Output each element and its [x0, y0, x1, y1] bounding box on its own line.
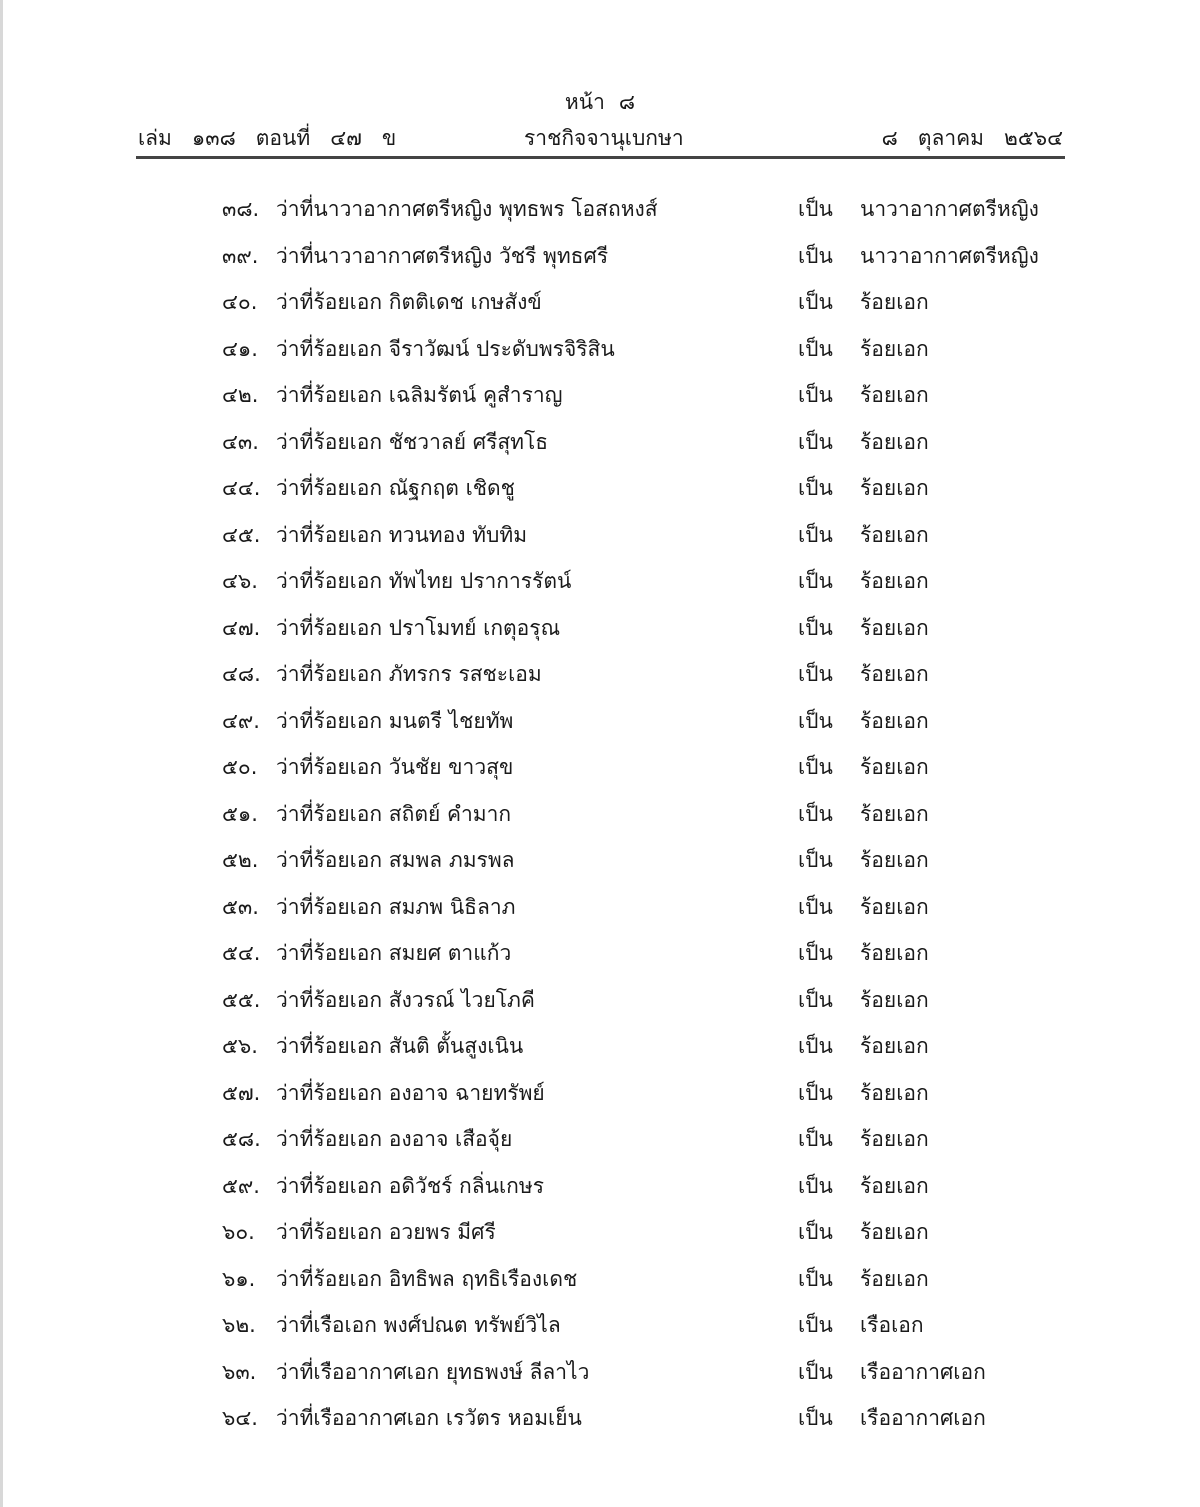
- entry-rank: ร้อยเอก: [860, 941, 929, 965]
- volume-number: ๑๓๘: [191, 126, 236, 150]
- entry-verb: เป็น: [798, 243, 833, 268]
- entry-verb: เป็น: [798, 569, 833, 593]
- entry-rank: ร้อยเอก: [860, 1080, 929, 1105]
- entry-verb: เป็น: [798, 662, 833, 686]
- entry-verb: เป็น: [798, 848, 833, 872]
- entry-name: ว่าที่ร้อยเอก ภัทรกร รสชะเอม: [276, 662, 542, 686]
- entry-number: ๔๑.: [222, 336, 258, 361]
- list-item: [0, 333, 1200, 380]
- section-label: ตอนที่: [255, 126, 311, 150]
- entry-number: ๕๔.: [222, 941, 261, 965]
- entry-number: ๕๕.: [222, 987, 261, 1012]
- list-item: [0, 472, 1200, 519]
- entry-name: ว่าที่นาวาอากาศตรีหญิง พุทธพร โอสถหงส์: [276, 197, 658, 221]
- entry-verb: เป็น: [798, 755, 833, 779]
- list-item: [0, 844, 1200, 891]
- list-item: [0, 1309, 1200, 1356]
- page-number: [0, 86, 1200, 119]
- volume-label: เล่ม: [138, 126, 172, 150]
- entry-number: ๔๘.: [222, 662, 261, 686]
- entry-number: ๖๑.: [222, 1266, 256, 1291]
- entry-name: ว่าที่ร้อยเอก องอาจ ฉายทรัพย์: [276, 1080, 545, 1105]
- entry-rank: เรืออากาศเอก: [860, 1359, 986, 1384]
- entry-rank: ร้อยเอก: [860, 290, 929, 314]
- list-item: [0, 519, 1200, 566]
- entry-verb: เป็น: [798, 429, 833, 454]
- entry-number: ๔๖.: [222, 569, 258, 593]
- entry-rank: ร้อยเอก: [860, 801, 929, 826]
- entry-verb: เป็น: [798, 615, 833, 640]
- entry-name: ว่าที่นาวาอากาศตรีหญิง วัชรี พุทธศรี: [276, 243, 609, 268]
- entry-rank: ร้อยเอก: [860, 987, 929, 1012]
- entry-number: ๔๙.: [222, 708, 260, 733]
- entry-verb: เป็น: [798, 383, 833, 407]
- entry-number: ๔๗.: [222, 615, 261, 640]
- entry-rank: ร้อยเอก: [860, 708, 929, 733]
- list-item: [0, 658, 1200, 705]
- list-item: [0, 1170, 1200, 1217]
- entry-verb: เป็น: [798, 1313, 833, 1337]
- entry-rank: ร้อยเอก: [860, 429, 929, 454]
- entry-rank: ร้อยเอก: [860, 1220, 929, 1244]
- entry-name: ว่าที่ร้อยเอก อวยพร มีศรี: [276, 1220, 496, 1244]
- entry-name: ว่าที่ร้อยเอก สมภพ นิธิลาภ: [276, 894, 516, 919]
- list-item: [0, 1402, 1200, 1449]
- entry-number: ๔๓.: [222, 429, 259, 454]
- entry-number: ๔๔.: [222, 476, 261, 500]
- entry-number: ๕๐.: [222, 755, 258, 779]
- entry-rank: ร้อยเอก: [860, 1173, 929, 1198]
- entry-number: ๕๙.: [222, 1173, 260, 1198]
- entry-number: ๓๘.: [222, 197, 260, 221]
- list-item: [0, 286, 1200, 333]
- list-item: [0, 1030, 1200, 1077]
- entry-rank: ร้อยเอก: [860, 615, 929, 640]
- entry-number: ๖๒.: [222, 1313, 256, 1337]
- entry-number: ๔๕.: [222, 522, 261, 547]
- entry-verb: เป็น: [798, 476, 833, 500]
- volume-info: [138, 122, 396, 155]
- entry-verb: เป็น: [798, 987, 833, 1012]
- entry-rank: ร้อยเอก: [860, 755, 929, 779]
- list-item: [0, 705, 1200, 752]
- entry-name: ว่าที่ร้อยเอก อดิวัชร์ กลิ่นเกษร: [276, 1173, 545, 1198]
- entry-rank: ร้อยเอก: [860, 569, 929, 593]
- entry-name: ว่าที่ร้อยเอก สถิตย์ คำมาก: [276, 801, 512, 826]
- entry-number: ๕๓.: [222, 894, 259, 919]
- page-number-label: หน้า: [564, 90, 605, 114]
- entry-rank: ร้อยเอก: [860, 336, 929, 361]
- entry-name: ว่าที่ร้อยเอก สมพล ภมรพล: [276, 848, 515, 872]
- list-item: [0, 937, 1200, 984]
- entry-verb: เป็น: [798, 894, 833, 919]
- entry-verb: เป็น: [798, 1034, 833, 1058]
- date-day: ๘: [881, 126, 898, 150]
- entry-number: ๕๘.: [222, 1127, 261, 1151]
- entry-rank: ร้อยเอก: [860, 383, 929, 407]
- entry-number: ๔๐.: [222, 290, 258, 314]
- entry-rank: เรืออากาศเอก: [860, 1406, 986, 1430]
- entry-name: ว่าที่ร้อยเอก เฉลิมรัตน์ คูสำราญ: [276, 383, 563, 407]
- entry-name: ว่าที่ร้อยเอก สันติ ตั้นสูงเนิน: [276, 1034, 524, 1058]
- list-item: [0, 984, 1200, 1031]
- entry-verb: เป็น: [798, 1220, 833, 1244]
- entry-rank: ร้อยเอก: [860, 1034, 929, 1058]
- publication-date: [882, 122, 1063, 155]
- entry-name: ว่าที่เรืออากาศเอก เรวัตร หอมเย็น: [276, 1406, 582, 1430]
- entry-verb: เป็น: [798, 1080, 833, 1105]
- entry-name: ว่าที่ร้อยเอก ชัชวาลย์ ศรีสุทโธ: [276, 429, 549, 454]
- entry-rank: ร้อยเอก: [860, 476, 929, 500]
- entry-rank: ร้อยเอก: [860, 894, 929, 919]
- entry-verb: เป็น: [798, 197, 833, 221]
- list-item: [0, 379, 1200, 426]
- entry-rank: ร้อยเอก: [860, 522, 929, 547]
- entry-name: ว่าที่ร้อยเอก อิทธิพล ฤทธิเรืองเดช: [276, 1266, 578, 1291]
- entry-name: ว่าที่ร้อยเอก วันชัย ขาวสุข: [276, 755, 514, 779]
- entry-number: ๕๑.: [222, 801, 258, 826]
- entry-rank: นาวาอากาศตรีหญิง: [860, 243, 1039, 268]
- gazette-header: [136, 122, 1065, 156]
- entry-name: ว่าที่ร้อยเอก กิตติเดช เกษสังข์: [276, 290, 542, 314]
- list-item: [0, 751, 1200, 798]
- list-item: [0, 426, 1200, 473]
- entry-name: ว่าที่ร้อยเอก ทวนทอง ทับทิม: [276, 522, 528, 547]
- list-item: [0, 891, 1200, 938]
- entry-verb: เป็น: [798, 941, 833, 965]
- entry-name: ว่าที่เรืออากาศเอก ยุทธพงษ์ ลีลาไว: [276, 1359, 590, 1384]
- entry-number: ๔๒.: [222, 383, 259, 407]
- entry-verb: เป็น: [798, 522, 833, 547]
- entry-name: ว่าที่ร้อยเอก มนตรี ไชยทัพ: [276, 708, 514, 733]
- list-item: [0, 1123, 1200, 1170]
- entry-verb: เป็น: [798, 290, 833, 314]
- list-item: [0, 240, 1200, 287]
- entry-rank: นาวาอากาศตรีหญิง: [860, 197, 1039, 221]
- entry-verb: เป็น: [798, 1127, 833, 1151]
- list-item: [0, 1216, 1200, 1263]
- entry-rank: ร้อยเอก: [860, 662, 929, 686]
- date-year: ๒๕๖๔: [1004, 126, 1063, 150]
- entry-verb: เป็น: [798, 801, 833, 826]
- entry-number: ๖๔.: [222, 1406, 258, 1430]
- entry-verb: เป็น: [798, 1359, 833, 1384]
- entry-rank: ร้อยเอก: [860, 848, 929, 872]
- date-month: ตุลาคม: [917, 126, 985, 150]
- list-item: [0, 193, 1200, 240]
- entry-number: ๖๐.: [222, 1220, 255, 1244]
- entry-name: ว่าที่ร้อยเอก สมยศ ตาแก้ว: [276, 941, 512, 965]
- entry-verb: เป็น: [798, 1406, 833, 1430]
- list-item: [0, 1356, 1200, 1403]
- entry-name: ว่าที่ร้อยเอก สังวรณ์ ไวยโภคี: [276, 987, 535, 1012]
- entry-verb: เป็น: [798, 708, 833, 733]
- publication-title: ราชกิจจานุเบกษา: [524, 126, 684, 150]
- entry-verb: เป็น: [798, 336, 833, 361]
- section-number: ๔๗: [330, 126, 362, 150]
- appointment-list: [0, 193, 1200, 1449]
- entry-number: ๓๙.: [222, 243, 259, 268]
- entry-rank: ร้อยเอก: [860, 1127, 929, 1151]
- entry-name: ว่าที่ร้อยเอก ปราโมทย์ เกตุอรุณ: [276, 615, 561, 640]
- section-type: ข: [381, 126, 397, 150]
- list-item: [0, 565, 1200, 612]
- entry-verb: เป็น: [798, 1266, 833, 1291]
- entry-rank: ร้อยเอก: [860, 1266, 929, 1291]
- entry-name: ว่าที่เรือเอก พงศ์ปณต ทรัพย์วิไล: [276, 1313, 561, 1337]
- entry-name: ว่าที่ร้อยเอก จีราวัฒน์ ประดับพรจิริสิน: [276, 336, 615, 361]
- list-item: [0, 798, 1200, 845]
- entry-number: ๕๗.: [222, 1080, 261, 1105]
- entry-number: ๕๒.: [222, 848, 259, 872]
- entry-name: ว่าที่ร้อยเอก องอาจ เสือจุ้ย: [276, 1127, 513, 1151]
- entry-number: ๕๖.: [222, 1034, 258, 1058]
- page-number-value: ๘: [618, 90, 636, 114]
- list-item: [0, 1077, 1200, 1124]
- header-rule: [136, 156, 1065, 159]
- entry-name: ว่าที่ร้อยเอก ทัพไทย ปราการรัตน์: [276, 569, 572, 593]
- list-item: [0, 1263, 1200, 1310]
- entry-verb: เป็น: [798, 1173, 833, 1198]
- entry-number: ๖๓.: [222, 1359, 257, 1384]
- list-item: [0, 612, 1200, 659]
- entry-rank: เรือเอก: [860, 1313, 924, 1337]
- entry-name: ว่าที่ร้อยเอก ณัฐกฤต เชิดชู: [276, 476, 515, 500]
